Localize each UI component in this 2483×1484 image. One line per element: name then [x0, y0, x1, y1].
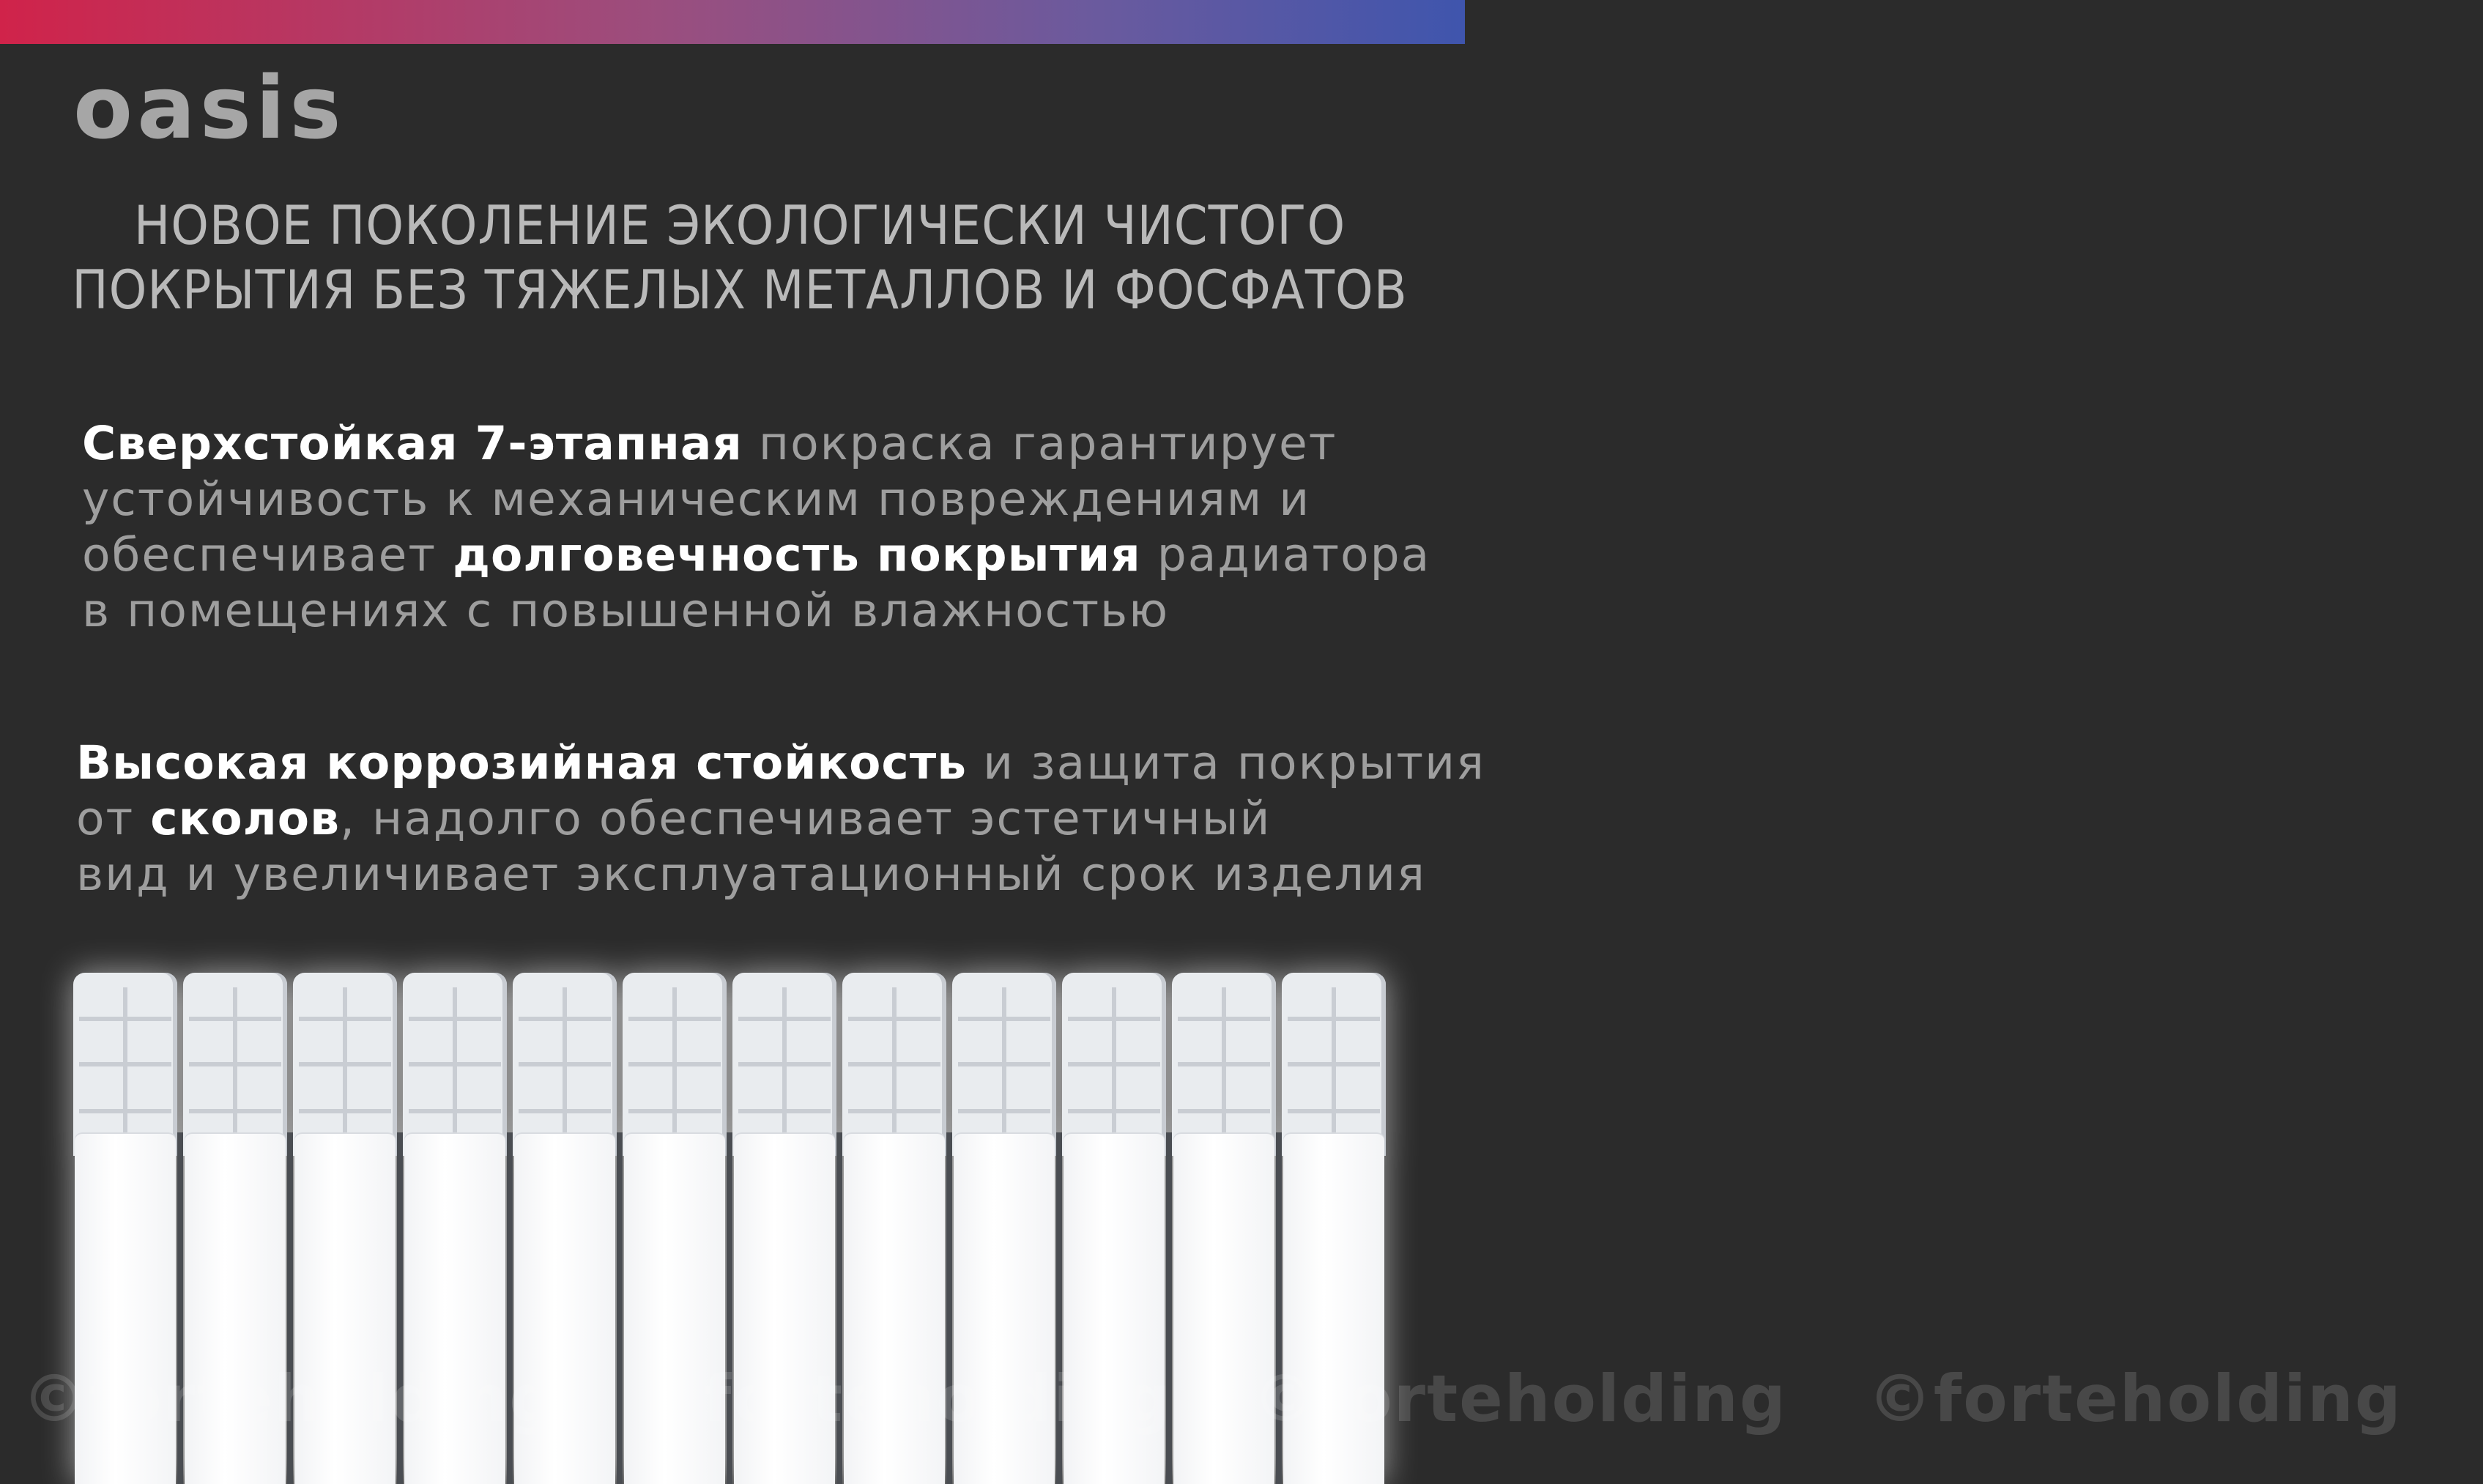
radiator-rib: [1332, 987, 1336, 1156]
radiator-section-top: [73, 973, 177, 1156]
radiator-section-top: [952, 973, 1056, 1156]
paragraph1-line-3: [82, 527, 1430, 583]
radiator-section-top: [623, 973, 727, 1156]
paragraph2-bold-1: Высокая коррозийная стойкость: [76, 736, 968, 790]
radiator-rib: [782, 987, 787, 1156]
paragraph1-bold-1: Сверхстойкая 7-этапная: [82, 417, 743, 470]
top-gradient-bar: [0, 0, 1465, 44]
feature-paragraph-paint: [82, 416, 1430, 639]
radiator-rib: [453, 987, 457, 1156]
paragraph1-line-2: устойчивость к механическим повреждениям и: [82, 472, 1311, 526]
paragraph1-bold-2: долговечность покрытия: [453, 528, 1141, 582]
paragraph2-line-1: [76, 735, 1485, 791]
radiator-section-top: [513, 973, 617, 1156]
radiator-rib: [343, 987, 347, 1156]
paragraph1-text-1: покраска гарантирует: [742, 417, 1337, 470]
radiator-rib: [123, 987, 127, 1156]
radiator-section-top: [842, 973, 946, 1156]
paragraph2-text-1: и защита покрытия: [967, 736, 1485, 790]
radiator-rib: [1002, 987, 1006, 1156]
radiator-section-top: [183, 973, 287, 1156]
paragraph1-line-1: [82, 416, 1430, 472]
feature-paragraph-corrosion: [76, 735, 1485, 902]
radiator-rib: [892, 987, 897, 1156]
paragraph2-bold-2: сколов: [150, 792, 340, 845]
watermark: [22, 1361, 2402, 1449]
paragraph2-text-2a: от: [76, 792, 151, 845]
paragraph2-text-2b: , надолго обеспечивает эстетичный: [339, 792, 1272, 845]
headline: [44, 194, 1436, 323]
brand-logo: oasis: [73, 57, 346, 158]
headline-line-1: НОВОЕ ПОКОЛЕНИЕ ЭКОЛОГИЧЕСКИ ЧИСТОГО: [133, 195, 1346, 257]
radiator-section-top: [293, 973, 397, 1156]
radiator-rib: [563, 987, 567, 1156]
radiator-rib: [1222, 987, 1226, 1156]
paragraph1-text-3b: радиатора: [1140, 528, 1431, 582]
radiator-section-top: [1172, 973, 1276, 1156]
headline-line-2: ПОКРЫТИЯ БЕЗ ТЯЖЕЛЫХ МЕТАЛЛОВ И ФОСФАТОВ: [72, 259, 1408, 322]
radiator-rib: [233, 987, 237, 1156]
radiator-section-top: [403, 973, 507, 1156]
radiator-rib: [672, 987, 677, 1156]
watermark-text: ©forteholding: [1867, 1361, 2402, 1436]
radiator-rib: [1112, 987, 1116, 1156]
watermark-text: ©forteholding: [1252, 1361, 1787, 1436]
radiator-section-top: [732, 973, 836, 1156]
paragraph1-line-4: в помещениях с повышенной влажностью: [82, 584, 1170, 637]
radiator-section-top: [1282, 973, 1386, 1156]
watermark-text: ©forteholding: [636, 1361, 1172, 1436]
watermark-text: ©forteholding: [22, 1361, 557, 1436]
radiator-section-top: [1062, 973, 1166, 1156]
paragraph1-text-3a: обеспечивает: [82, 528, 453, 582]
paragraph2-line-2: [76, 791, 1485, 847]
paragraph2-line-3: вид и увеличивает эксплуатационный срок изделия: [76, 847, 1426, 901]
